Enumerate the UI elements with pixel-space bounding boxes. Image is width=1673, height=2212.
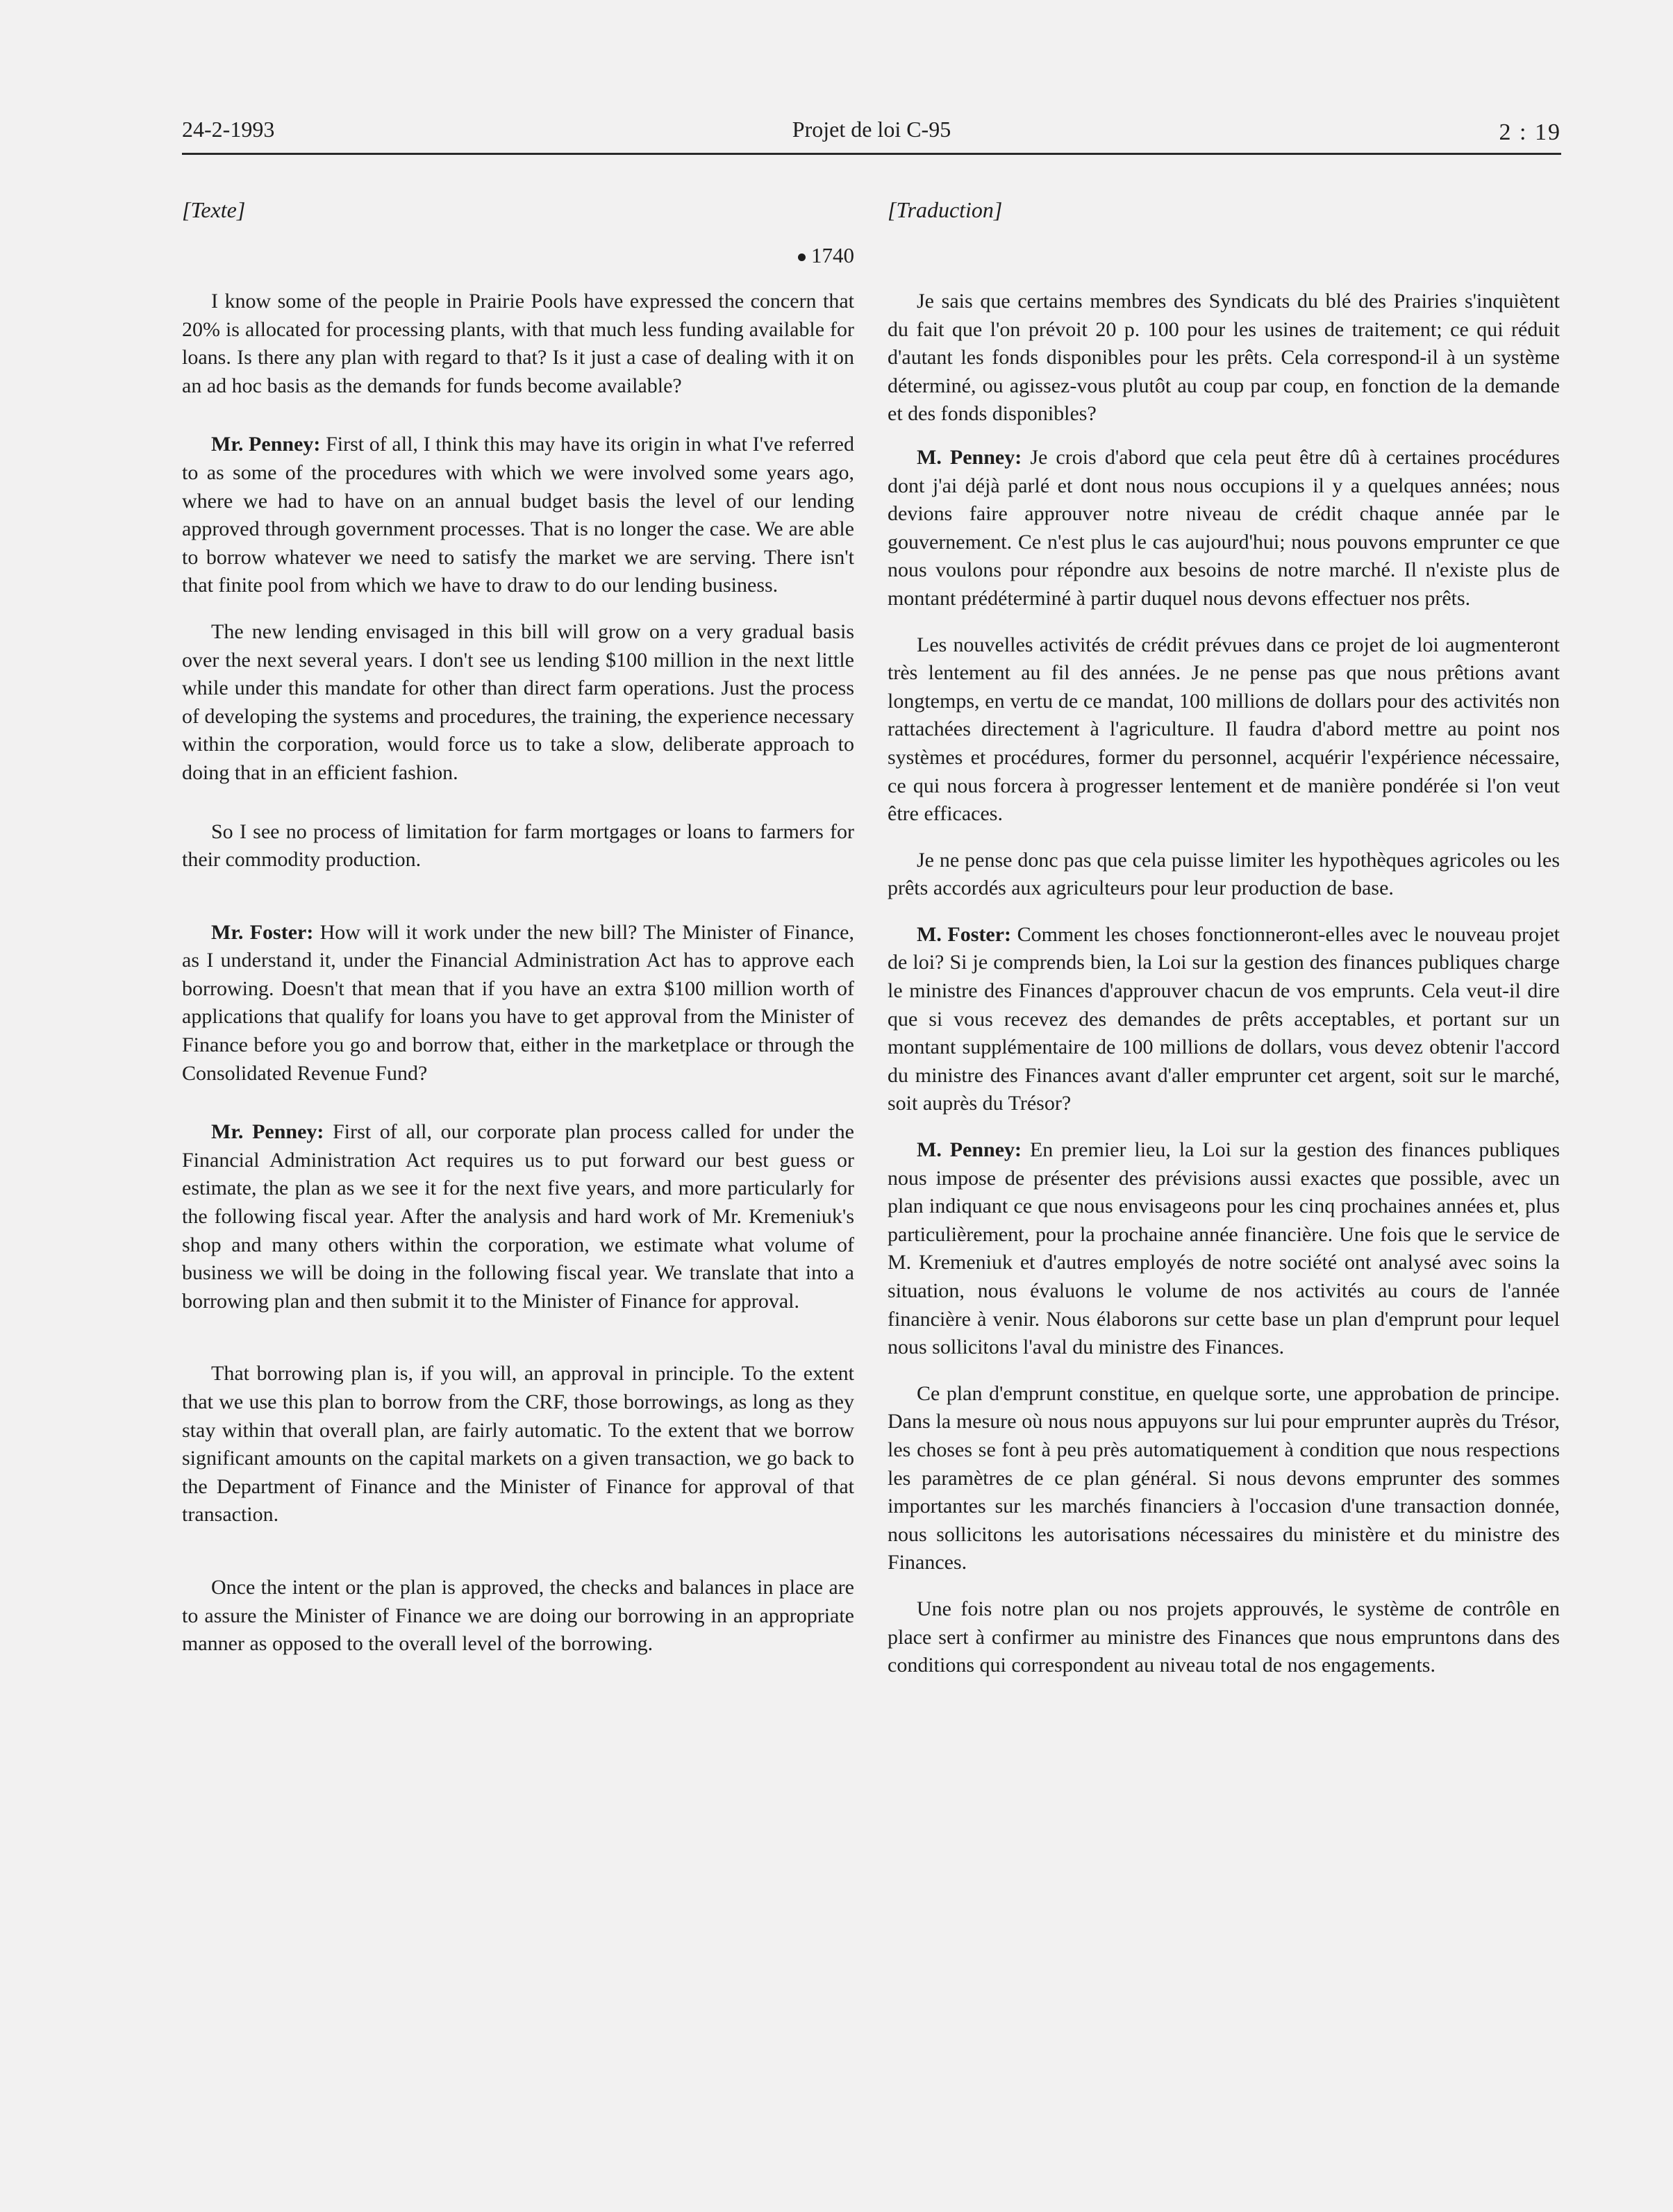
paragraph-text: How will it work under the new bill? The Minister of Finance, as I understand it, under the Financial Administration Act has to approve each borrowing. Doesn't that mean that if you have an extra $100 million worth of applications that qualify for loans you have to get approval from the Minister of Finance before you go and borrow that, either in the marketplace or through the Consolidated Revenue Fund?: [182, 920, 854, 1085]
bullet-icon: [798, 253, 806, 261]
speaker-name: M. Penney:: [917, 445, 1022, 469]
paragraph-text: That borrowing plan is, if you will, an approval in principle. To the extent that we use this plan to borrow from the CRF, those borrowings, as long as they stay within that overall plan, are fairly automatic. To the extent that we borrow significant amounts on the capital markets on a given transaction, we go back to the Department of Finance and the Minister of Finance for approval of that transaction.: [182, 1362, 854, 1527]
speaker-name: M. Penney:: [917, 1138, 1022, 1162]
paragraph: [182, 288, 854, 400]
paragraph-text: Je ne pense donc pas que cela puisse limiter les hypothèques agricoles ou les prêts accordés aux agriculteurs pour leur production de base.: [888, 848, 1560, 900]
paragraph: [888, 1380, 1560, 1577]
paragraph-text: First of all, I think this may have its origin in what I've referred to as some of the procedures with which we were involved some years ago, where we had to have on an annual budget basis the level of our lending approved through government processes. That is no longer the case. We are able to borrow whatever we need to satisfy the market we are serving. There isn't that finite pool from which we have to draw to do our lending business.: [182, 433, 854, 597]
paragraph: [888, 847, 1560, 903]
paragraph: [182, 1118, 854, 1315]
paragraph: [888, 921, 1560, 1118]
paragraph: [888, 1595, 1560, 1680]
french-column: [888, 197, 1560, 1680]
paragraph-text: The new lending envisaged in this bill will grow on a very gradual basis over the next several years. I don't see us lending $100 million in the next little while under this mandate for other than direct farm operations. Just the process of developing the systems and procedures, the training, the experience necessary within the corporation, would force us to take a slow, deliberate approach to doing that in an efficient fashion.: [182, 619, 854, 784]
english-column: [182, 197, 854, 1658]
paragraph-text: So I see no process of limitation for farm mortgages or loans to farmers for their commodity production.: [182, 820, 854, 872]
paragraph: [888, 444, 1560, 613]
speaker-name: Mr. Penney:: [211, 1120, 324, 1144]
french-column-label: [Traduction]: [888, 197, 1003, 222]
header-date: 24-2-1993: [182, 117, 275, 142]
paragraph-text: Les nouvelles activités de crédit prévues dans ce projet de loi augmenteront très lentement au fil des années. Je ne pense pas que nous prêtions avant longtemps, en vertu de ce mandat, 100 millions de dollars pour des activités non rattachées directement à l'agriculture. Il faudra d'abord mettre au point nos systèmes et procédures, former du personnel, acquérir l'expérience nécessaire, ce qui nous forcera à progresser lentement et de manière pondérée si l'on veut être efficaces.: [888, 633, 1560, 826]
header-rule: [182, 153, 1561, 155]
page-header: [182, 117, 1561, 153]
paragraph-text: Comment les choses fonctionneront-elles avec le nouveau projet de loi? Si je comprends bien, la Loi sur la gestion des finances publiques charge le ministre des Finances d'approuver chacun de vos emprunts. Cela veut-il dire que si vous recevez des demandes de prêts acceptables, et portant sur un montant supplémentaire de 100 millions de dollars, vous devez obtenir l'accord du ministre des Finances avant d'aller emprunter cet argent, soit sur le marché, soit auprès du Trésor?: [888, 922, 1560, 1115]
column-spacer: [888, 243, 1560, 288]
paragraph-text: Ce plan d'emprunt constitue, en quelque sorte, une approbation de principe. Dans la mesure où nous nous appuyons sur lui pour emprunter auprès du Trésor, les choses se font à peu près automatiquement à condition que nous respections les paramètres de ce plan général. Si nous devons emprunter des sommes importantes sur les marchés financiers à l'occasion d'une transaction donnée, nous sollicitons les autorisations nécessaires du ministère et du ministre des Finances.: [888, 1381, 1560, 1574]
paragraph-text: En premier lieu, la Loi sur la gestion des finances publiques nous impose de présenter des prévisions aussi exactes que possible, avec un plan indiquant ce que nous envisageons pour les cinq prochaines années et, plus particulièrement, pour la prochaine année financière. Une fois que le service de M. Kremeniuk et d'autres employés de notre société ont analysé avec soins la situation, nous évaluons le volume de nos activités au cours de l'année financière à venir. Nous élaborons sur cette base un plan d'emprunt pour lequel nous sollicitons l'aval du ministre des Finances.: [888, 1138, 1560, 1359]
paragraph: [182, 818, 854, 874]
paragraph: [888, 1136, 1560, 1362]
timestamp-value: 1740: [811, 243, 854, 267]
speaker-name: Mr. Foster:: [211, 920, 314, 944]
paragraph: [182, 919, 854, 1088]
timestamp: [182, 243, 854, 271]
paragraph: [182, 1574, 854, 1658]
paragraph: [182, 618, 854, 788]
paragraph: [888, 288, 1560, 429]
header-page-number: 2 : 19: [1499, 119, 1561, 145]
paragraph: [888, 631, 1560, 829]
paragraph-text: Je sais que certains membres des Syndicats du blé des Prairies s'inquiètent du fait que l'on prévoit 20 p. 100 pour les usines de traitement; ce qui réduit d'autant les fonds disponibles pour les prêts. Cela correspond-il à un système déterminé, ou agissez-vous plutôt au coup par coup, en fonction de la demande et des fonds disponibles?: [888, 290, 1560, 426]
paragraph: [182, 1360, 854, 1529]
paragraph-text: Once the intent or the plan is approved, the checks and balances in place are to assure the Minister of Finance we are doing our borrowing in an appropriate manner as opposed to the overall level of the borrowing.: [182, 1575, 854, 1656]
paragraph-text: Une fois notre plan ou nos projets approuvés, le système de contrôle en place sert à confirmer au ministre des Finances que nous empruntons dans des conditions qui correspondent au niveau total de nos engagements.: [888, 1597, 1560, 1677]
paragraph-text: I know some of the people in Prairie Pools have expressed the concern that 20% is allocated for processing plants, with that much less funding available for loans. Is there any plan with regard to that? Is it just a case of dealing with it on an ad hoc basis as the demands for funds become available?: [182, 290, 854, 397]
speaker-name: M. Foster:: [917, 922, 1011, 946]
paragraph-text: Je crois d'abord que cela peut être dû à certaines procédures dont j'ai déjà parlé et dont nous nous occupions il y a quelques années; nous devions faire approuver notre niveau de crédit chaque année par le gouvernement. Ce n'est plus le cas aujourd'hui; nous pouvons emprunter ce que nous voulons pour répondre aux besoins de notre marché. Il n'existe plus de montant prédéterminé à partir duquel nous devons effectuer nos prêts.: [888, 445, 1560, 610]
paragraph: [182, 431, 854, 600]
header-bill-title: Projet de loi C-95: [792, 117, 951, 142]
english-column-label: [Texte]: [182, 197, 246, 222]
speaker-name: Mr. Penney:: [211, 433, 321, 456]
paragraph-text: First of all, our corporate plan process called for under the Financial Administration Act requires us to put forward our best guess or estimate, the plan as we see it for the next five years, and more particularly for the following fiscal year. After the analysis and hard work of Mr. Kremeniuk's shop and many others within the corporation, we estimate what volume of business we will be doing in the following fiscal year. We translate that into a borrowing plan and then submit it to the Minister of Finance for approval.: [182, 1120, 854, 1313]
